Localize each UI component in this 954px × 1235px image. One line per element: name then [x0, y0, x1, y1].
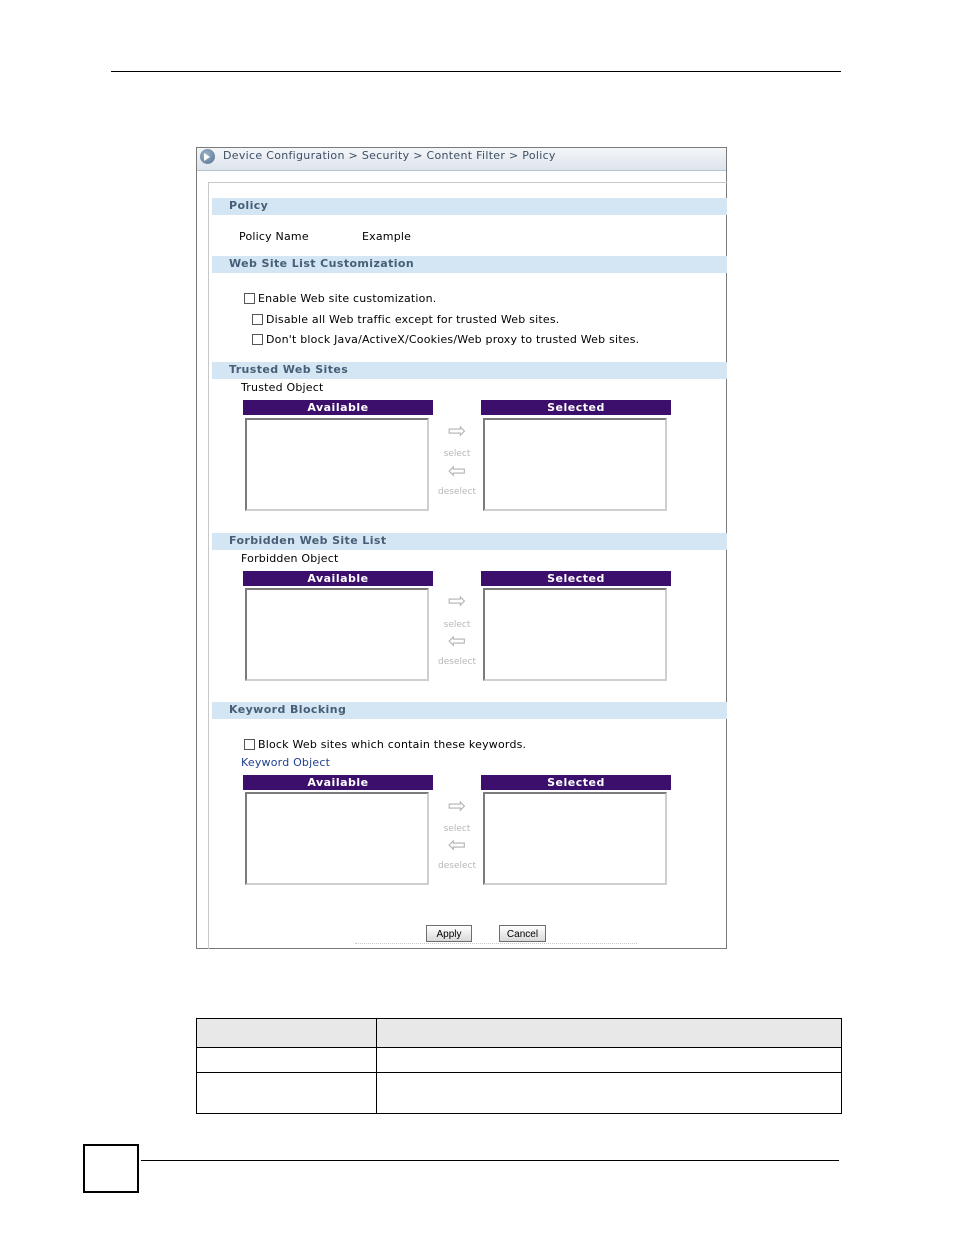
section-title: Keyword Blocking	[229, 703, 347, 716]
description-table	[196, 1018, 842, 1114]
trusted-select-button[interactable]: select	[443, 449, 471, 459]
trusted-deselect-button[interactable]: deselect	[438, 487, 476, 497]
arrow-left-icon[interactable]: ⇦	[447, 833, 467, 858]
trusted-selected-list[interactable]	[483, 418, 667, 511]
disable-untrusted-label: Disable all Web traffic except for trusted Web sites.	[266, 313, 560, 326]
section-title: Policy	[229, 199, 269, 212]
forbidden-available-header: Available	[243, 571, 433, 586]
arrow-left-icon[interactable]: ⇦	[447, 459, 467, 484]
keyword-deselect-button[interactable]: deselect	[438, 861, 476, 871]
block-keywords-label: Block Web sites which contain these keywords.	[258, 738, 527, 751]
table-row	[197, 1048, 842, 1073]
keyword-selected-list[interactable]	[483, 792, 667, 885]
keyword-selected-header: Selected	[481, 775, 671, 790]
arrow-right-icon[interactable]: ⇨	[447, 589, 467, 614]
navigation-circle-icon	[200, 149, 215, 164]
arrow-left-icon[interactable]: ⇦	[447, 629, 467, 654]
policy-form	[208, 182, 727, 949]
table-row	[197, 1073, 842, 1114]
apply-button[interactable]: Apply	[426, 925, 472, 942]
section-trusted	[212, 362, 727, 379]
breadcrumb: Device Configuration > Security > Content Filter > Policy	[223, 149, 556, 162]
policy-name-value: Example	[362, 230, 412, 243]
trusted-available-list[interactable]	[245, 418, 429, 511]
section-title: Trusted Web Sites	[229, 363, 349, 376]
cancel-button[interactable]: Cancel	[499, 925, 546, 942]
trusted-object-label: Trusted Object	[241, 381, 324, 394]
section-keyword	[212, 702, 727, 719]
trusted-available-header: Available	[243, 400, 433, 415]
button-separator	[355, 943, 637, 944]
page-number-box	[83, 1144, 139, 1193]
screenshot-window	[196, 147, 727, 949]
keyword-select-button[interactable]: select	[443, 824, 471, 834]
disable-untrusted-checkbox[interactable]	[252, 314, 263, 325]
page-header-rule	[111, 71, 841, 72]
section-title: Web Site List Customization	[229, 257, 415, 270]
block-keywords-checkbox[interactable]	[244, 739, 255, 750]
keyword-available-list[interactable]	[245, 792, 429, 885]
page-footer-rule	[141, 1160, 839, 1161]
forbidden-selected-list[interactable]	[483, 588, 667, 681]
trusted-selected-header: Selected	[481, 400, 671, 415]
arrow-right-icon[interactable]: ⇨	[447, 419, 467, 444]
section-customization	[212, 256, 727, 273]
forbidden-available-list[interactable]	[245, 588, 429, 681]
section-title: Forbidden Web Site List	[229, 534, 387, 547]
enable-customization-label: Enable Web site customization.	[258, 292, 437, 305]
section-forbidden	[212, 533, 727, 550]
breadcrumb-bar	[197, 148, 726, 171]
section-policy	[212, 198, 727, 215]
table-header-row	[197, 1019, 842, 1048]
keyword-available-header: Available	[243, 775, 433, 790]
policy-name-label: Policy Name	[239, 230, 309, 243]
forbidden-select-button[interactable]: select	[443, 620, 471, 630]
enable-customization-checkbox[interactable]	[244, 293, 255, 304]
dont-block-trusted-checkbox[interactable]	[252, 334, 263, 345]
forbidden-selected-header: Selected	[481, 571, 671, 586]
forbidden-object-label: Forbidden Object	[241, 552, 339, 565]
keyword-object-label: Keyword Object	[241, 756, 331, 769]
arrow-right-icon[interactable]: ⇨	[447, 794, 467, 819]
dont-block-trusted-label: Don't block Java/ActiveX/Cookies/Web proxy to trusted Web sites.	[266, 333, 640, 346]
forbidden-deselect-button[interactable]: deselect	[438, 657, 476, 667]
